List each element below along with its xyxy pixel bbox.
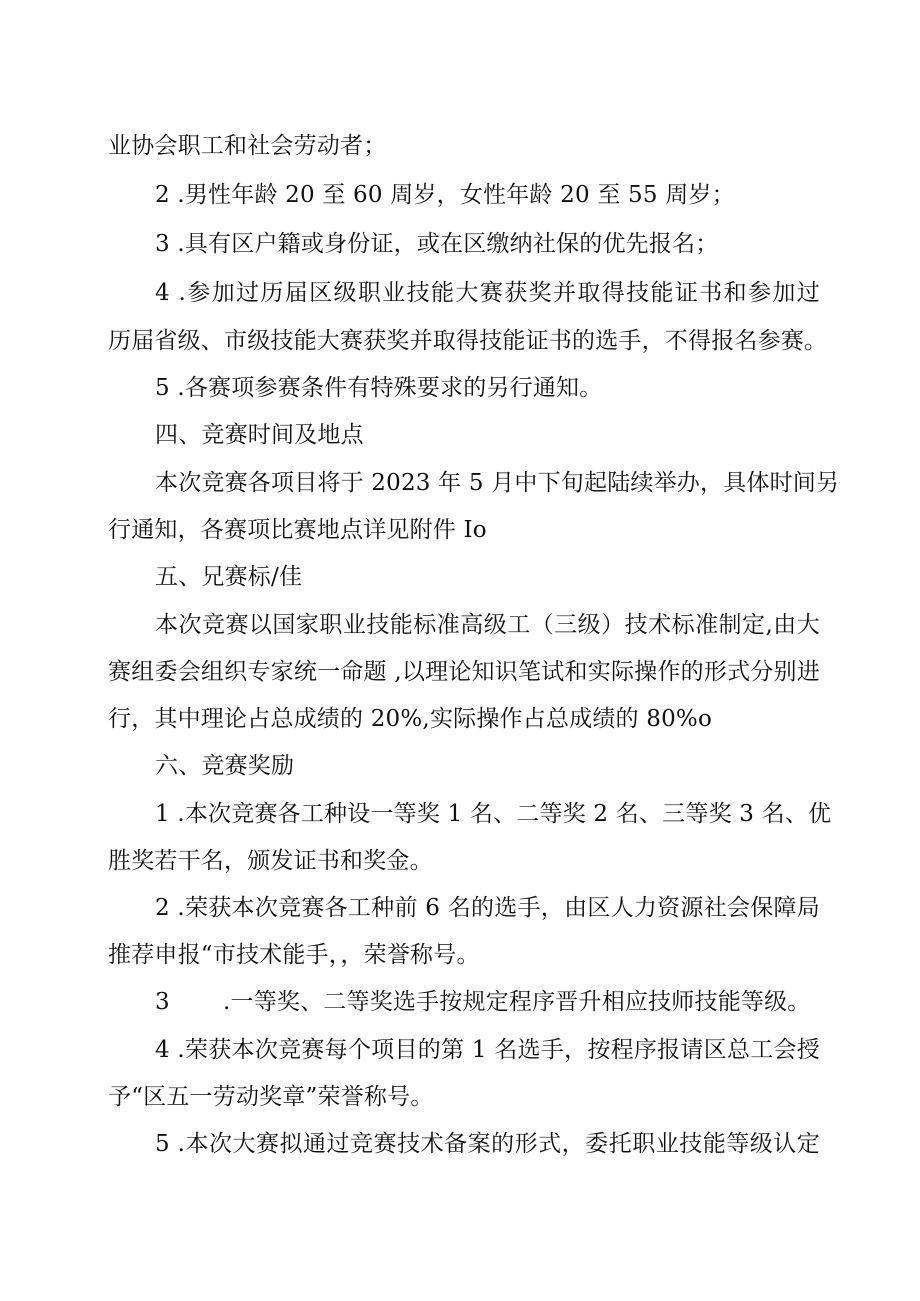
list-item-age: 2 .男性年龄 20 至 60 周岁，女性年龄 20 至 55 周岁；: [155, 182, 735, 208]
list-item-top-six-continuation: 推荐申报“市技术能手，，荣誉称号。: [108, 942, 480, 968]
list-item-labor-medal: 4 .荣获本次竞赛每个项目的第 1 名选手，按程序报请区总工会授: [155, 1037, 820, 1063]
list-item-prior-winners-continuation: 历届省级、市级技能大赛获奖并取得技能证书的选手，不得报名参赛。: [108, 328, 828, 354]
list-item-skill-upgrade-text: .一等奖、二等奖选手按规定程序晋升相应技师技能等级。: [223, 989, 811, 1015]
section-heading-time-location: 四、竞赛时间及地点: [155, 422, 364, 448]
list-item-prior-winners: 4 .参加过历届区级职业技能大赛获奖并取得技能证书和参加过: [155, 280, 820, 306]
paragraph-standards: 本次竞赛以国家职业技能标准高级工（三级）技术标准制定,由大: [155, 612, 820, 638]
paragraph-time-location-continuation: 行通知，各赛项比赛地点详见附件 Io: [108, 517, 487, 543]
list-number: 3: [155, 989, 170, 1015]
list-item-residence: 3 .具有区户籍或身份证，或在区缴纳社保的优先报名；: [155, 231, 719, 257]
list-item-labor-medal-continuation: 予“区五一劳动奖章”荣誉称号。: [108, 1084, 434, 1110]
section-heading-awards: 六、竞赛奖励: [155, 753, 295, 779]
list-item-special-requirements: 5 .各赛项参赛条件有特殊要求的另行通知。: [155, 375, 603, 401]
list-item-skill-upgrade: [155, 987, 820, 1017]
list-item-award-prizes-continuation: 胜奖若干名，颁发证书和奖金。: [108, 848, 433, 874]
list-item-technical-filing: 5 .本次大赛拟通过竞赛技术备案的形式，委托职业技能等级认定: [155, 1131, 820, 1157]
paragraph-time-location: 本次竞赛各项目将于 2023 年 5 月中下旬起陆续举办，具体时间另: [155, 470, 840, 496]
list-item-award-prizes: 1 .本次竞赛各工种设一等奖 1 名、二等奖 2 名、三等奖 3 名、优: [155, 801, 832, 827]
text-line-continuation: 业协会职工和社会劳动者；: [108, 133, 387, 159]
list-item-top-six: 2 .荣获本次竞赛各工种前 6 名的选手，由区人力资源社会保障局: [155, 895, 820, 921]
paragraph-standards-continuation-1: 赛组委会组织专家统一命题 ,以理论知识笔试和实际操作的形式分别进: [108, 659, 820, 685]
section-heading-standards: 五、兄赛标/佳: [155, 564, 303, 590]
paragraph-standards-continuation-2: 行，其中理论占总成绩的 20%,实际操作占总成绩的 80%o: [108, 706, 713, 732]
